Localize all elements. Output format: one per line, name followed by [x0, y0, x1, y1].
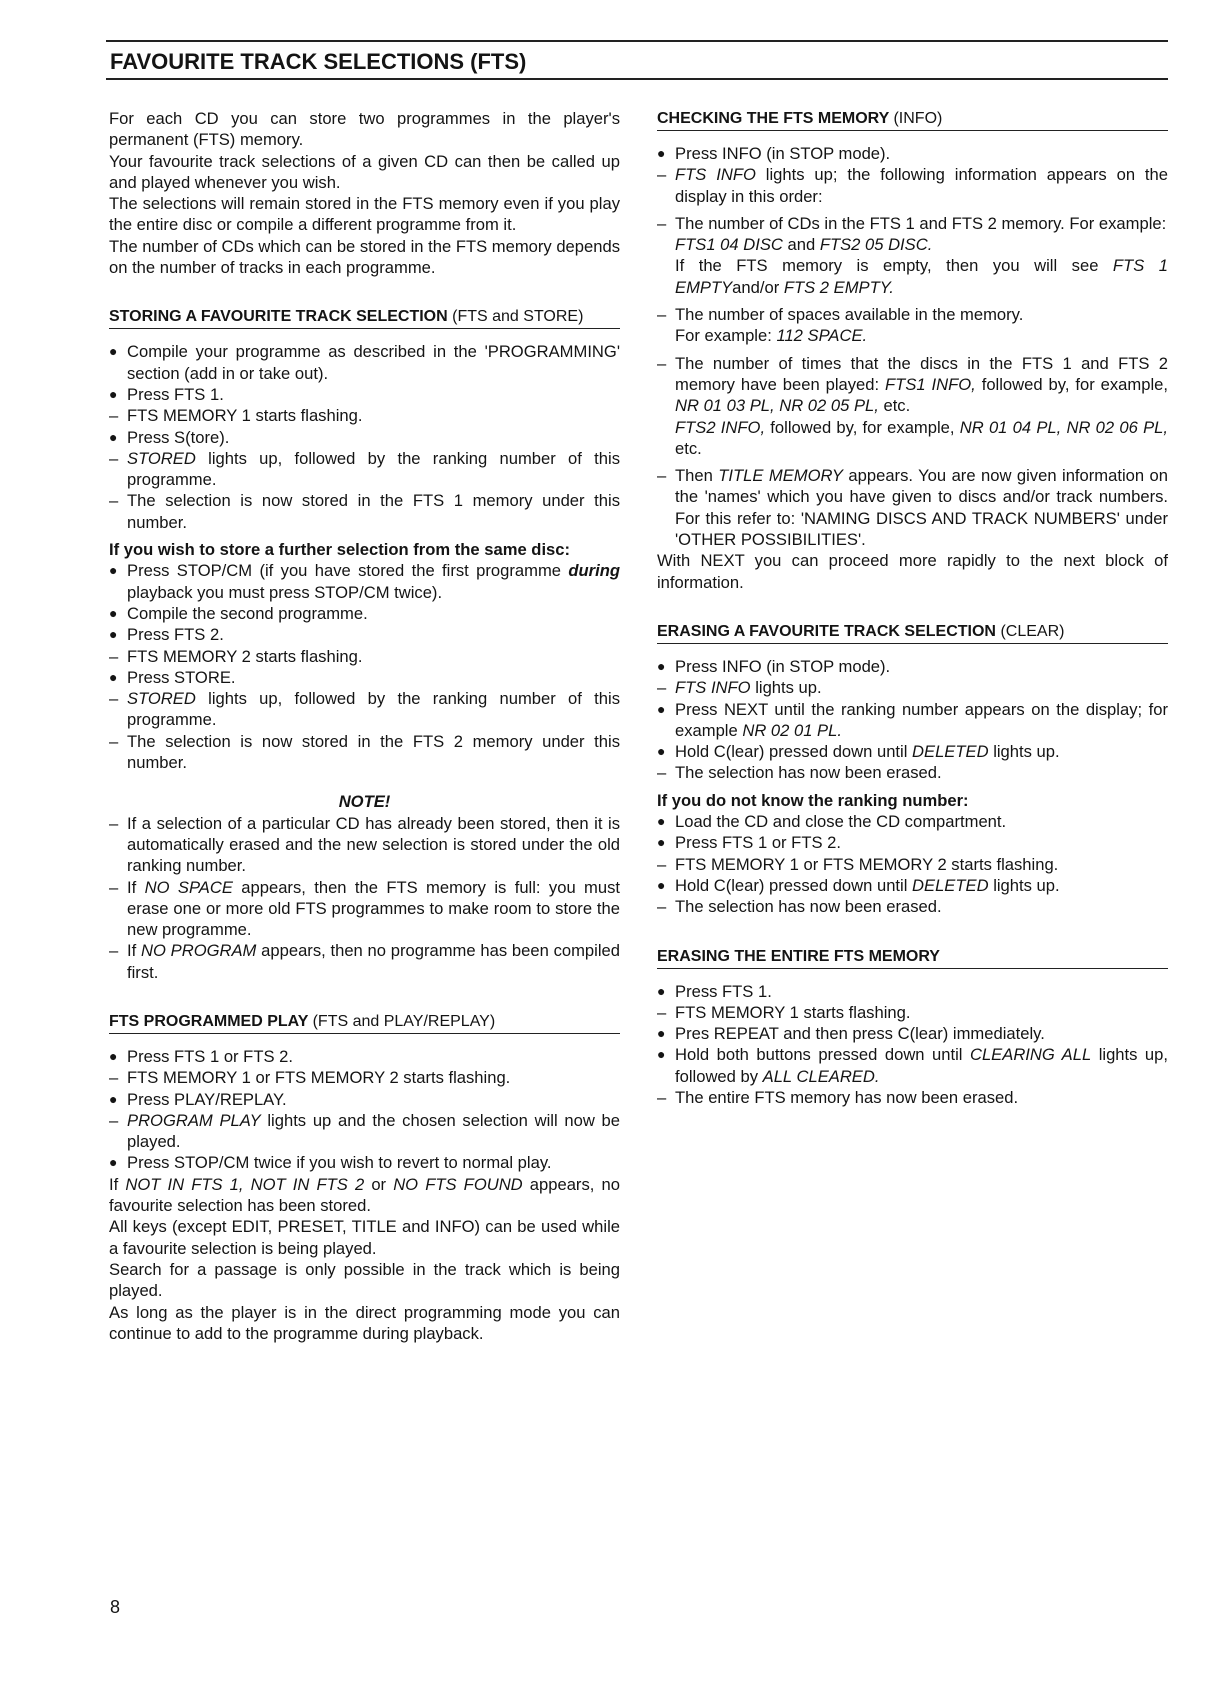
step-text: Compile the second programme.	[127, 603, 368, 623]
step-item	[109, 341, 620, 384]
display-text: FTS INFO	[675, 678, 751, 698]
step-text: lights up.	[750, 678, 822, 698]
step-text: and/or	[732, 277, 784, 297]
step-text: Hold C(lear) pressed down until	[675, 742, 913, 762]
display-text: NO PROGRAM	[140, 941, 257, 961]
step-text: FTS MEMORY 2 starts flashing.	[127, 646, 363, 666]
programmed-play-section	[109, 1011, 620, 1344]
step-item	[109, 448, 620, 491]
step-item	[109, 1152, 620, 1173]
bullet-marker: ●	[109, 562, 118, 579]
bullet-marker: ●	[657, 657, 666, 674]
dash-marker: –	[657, 854, 667, 874]
step-text: lights up.	[988, 742, 1060, 762]
step-item	[109, 731, 620, 774]
bullet-marker: ●	[657, 700, 666, 717]
unknown-ranking-heading: If you do not know the ranking number:	[657, 790, 969, 810]
step-text: Load the CD and close the CD compartment.	[675, 812, 1007, 832]
display-text: FTS 1 EMPTY	[675, 256, 1168, 297]
step-text: The selection has now been erased.	[675, 897, 942, 917]
bullet-marker: ●	[657, 813, 666, 830]
step-text: lights up; the following information appears on the display in this order:	[675, 165, 1168, 206]
step-text: Press STOP/CM twice if you wish to revert to normal play.	[127, 1153, 552, 1173]
step-text: The number of times that the discs in the FTS 1 and FTS 2 memory have been played:	[675, 353, 1168, 394]
step-item	[657, 465, 1168, 550]
dash-marker: –	[657, 213, 667, 233]
erasing-heading	[657, 621, 1168, 644]
bullet-marker: ●	[109, 385, 118, 402]
note-list	[109, 813, 620, 983]
display-text: DELETED	[912, 742, 989, 762]
step-text: lights up, followed by the ranking number of this programme.	[127, 448, 620, 490]
display-text: FTS 2 EMPTY.	[783, 277, 894, 297]
dash-marker: –	[657, 165, 667, 185]
erasing-entire-steps	[657, 981, 1168, 1109]
intro-paragraph: Your favourite track selections of a given CD can then be called up and played whenever you wish.	[109, 151, 620, 192]
step-item	[657, 762, 1168, 783]
bullet-marker: ●	[109, 428, 118, 445]
step-text: lights up, followed by the ranking number of this programme.	[127, 689, 620, 730]
step-item	[657, 981, 1168, 1002]
step-text: The selection is now stored in the FTS 2 memory under this number.	[127, 731, 620, 773]
display-text: FTS INFO	[675, 165, 756, 185]
bullet-marker: ●	[657, 1046, 666, 1063]
display-text: NR 01 04 PL, NR 02 06 PL,	[959, 417, 1168, 437]
step-text: Hold C(lear) pressed down until	[675, 875, 913, 895]
para-text	[244, 1175, 251, 1194]
dash-marker: –	[657, 763, 667, 783]
step-text: Press INFO (in STOP mode).	[675, 656, 891, 676]
display-text: NO SPACE	[144, 877, 233, 897]
step-text: The selection has now been erased.	[675, 763, 942, 783]
display-text: FTS1 INFO,	[885, 374, 976, 394]
note-item	[109, 877, 620, 941]
dash-marker: –	[657, 1002, 667, 1022]
step-item	[657, 164, 1168, 207]
step-item	[109, 603, 620, 624]
bullet-marker: ●	[109, 668, 118, 685]
display-text: 112 SPACE.	[776, 326, 868, 346]
step-text: Press PLAY/REPLAY.	[127, 1089, 287, 1109]
storing-heading-suffix: (FTS and STORE)	[452, 308, 584, 326]
display-text: TITLE MEMORY	[718, 466, 843, 486]
note-text: If a selection of a particular CD has already been stored, then it is automatically erased and the new selection is stored under the old ranking number.	[127, 813, 620, 876]
erasing-section	[657, 621, 1168, 918]
step-item	[657, 304, 1168, 347]
step-text: The selection is now stored in the FTS 1 memory under this number.	[127, 491, 620, 532]
step-item	[109, 405, 620, 426]
step-item	[109, 646, 620, 667]
note-text: appears, then no programme has been compiled first.	[127, 941, 620, 982]
bullet-marker: ●	[657, 1025, 666, 1042]
step-text: The number of CDs in the FTS 1 and FTS 2 memory. For example:	[675, 213, 1167, 233]
erasing-heading-text: ERASING A FAVOURITE TRACK SELECTION	[657, 622, 996, 640]
step-item	[109, 688, 620, 731]
step-item	[109, 624, 620, 645]
dash-marker: –	[657, 305, 667, 325]
dash-marker: –	[109, 689, 119, 709]
bullet-marker: ●	[109, 626, 118, 643]
display-text: STORED	[127, 448, 196, 468]
dash-marker: –	[109, 877, 119, 897]
step-text: Press FTS 1.	[127, 384, 224, 404]
dash-marker: –	[109, 491, 119, 511]
step-text: For example:	[675, 326, 777, 346]
step-text: playback you must press STOP/CM twice).	[127, 582, 443, 602]
bullet-marker: ●	[109, 343, 118, 360]
page-number: 8	[110, 1597, 121, 1617]
programmed-play-heading-suffix: (FTS and PLAY/REPLAY)	[312, 1012, 496, 1030]
step-text: Press NEXT until the ranking number appears on the display; for example	[675, 699, 1168, 740]
storing-section	[109, 306, 620, 983]
dash-marker: –	[109, 813, 119, 833]
step-text: etc.	[878, 396, 911, 416]
display-text: FTS2 05 DISC.	[819, 235, 933, 255]
header-bottom-rule	[106, 78, 1168, 80]
step-item	[657, 811, 1168, 832]
further-steps	[109, 560, 620, 773]
step-item	[657, 741, 1168, 762]
step-text: Press INFO (in STOP mode).	[675, 144, 891, 163]
step-item	[657, 1023, 1168, 1044]
step-text: Then	[675, 466, 719, 486]
storing-steps	[109, 341, 620, 533]
display-text: CLEARING ALL	[969, 1045, 1092, 1065]
step-text: and	[782, 235, 820, 255]
step-item	[109, 1089, 620, 1110]
step-text: Press FTS 1 or FTS 2.	[127, 1046, 293, 1066]
bullet-marker: ●	[657, 834, 666, 851]
dash-marker: –	[109, 448, 119, 468]
step-text: followed by, for example,	[765, 417, 960, 437]
display-text: ALL CLEARED.	[762, 1066, 880, 1086]
note-text: If	[127, 877, 145, 897]
display-text: FTS2 INFO,	[675, 417, 766, 437]
dash-marker: –	[109, 941, 119, 961]
step-text: FTS MEMORY 1 starts flashing.	[675, 1002, 911, 1022]
bullet-marker: ●	[657, 876, 666, 893]
info-paragraph: As long as the player is in the direct programming mode you can continue to add to the programme during playback.	[109, 1302, 620, 1343]
step-item	[657, 656, 1168, 677]
header-top-rule	[106, 40, 1168, 42]
step-text: Hold both buttons pressed down until	[675, 1045, 970, 1065]
right-column	[657, 108, 1168, 1136]
step-text: lights up.	[988, 875, 1060, 895]
step-item	[657, 213, 1168, 298]
next-info-paragraph: With NEXT you can proceed more rapidly to the next block of information.	[657, 551, 1168, 592]
note-item	[109, 940, 620, 983]
step-text: Compile your programme as described in the 'PROGRAMMING' section (add in or take out).	[127, 342, 620, 383]
display-text: NR 02 01 PL.	[742, 720, 842, 740]
bullet-marker: ●	[109, 1047, 118, 1064]
step-item	[109, 560, 620, 603]
erasing-steps	[657, 656, 1168, 784]
step-text: Press FTS 2.	[127, 625, 224, 645]
step-text: The number of spaces available in the memory.	[675, 305, 1024, 325]
dash-marker: –	[109, 646, 119, 666]
step-text: Press STORE.	[127, 667, 236, 687]
info-paragraph: Search for a passage is only possible in the track which is being played.	[109, 1259, 620, 1301]
intro-section	[109, 108, 620, 278]
step-text: Pres REPEAT and then press C(lear) immediately.	[675, 1024, 1045, 1044]
step-item	[657, 1087, 1168, 1108]
dash-marker: –	[657, 1087, 667, 1107]
display-text: STORED	[127, 689, 196, 709]
step-item	[657, 875, 1168, 896]
dash-marker: –	[109, 406, 119, 426]
checking-section	[657, 108, 1168, 593]
step-text: followed by, for example,	[975, 374, 1168, 394]
step-text: Press FTS 1.	[675, 981, 772, 1001]
note-text: If	[127, 941, 141, 961]
intro-paragraph: The selections will remain stored in the FTS memory even if you play the entire disc or compile a different programme from it.	[109, 194, 620, 235]
unknown-ranking-steps	[657, 811, 1168, 917]
para-text: appears, no favourite selection has been stored.	[109, 1174, 620, 1216]
display-text: NR 01 03 PL, NR 02 05 PL,	[675, 396, 879, 416]
bullet-marker: ●	[109, 604, 118, 621]
info-paragraph: All keys (except EDIT, PRESET, TITLE and INFO) can be used while a favourite selection is being played.	[109, 1217, 620, 1258]
display-text: PROGRAM PLAY	[127, 1110, 261, 1130]
para-text: If	[109, 1174, 126, 1194]
intro-paragraph: The number of CDs which can be stored in the FTS memory depends on the number of tracks in each programme.	[109, 236, 620, 278]
step-item	[657, 896, 1168, 917]
dash-marker: –	[109, 1068, 119, 1088]
display-text: DELETED	[912, 875, 989, 895]
note-item	[109, 813, 620, 877]
dash-marker: –	[109, 1110, 119, 1130]
step-item	[657, 699, 1168, 742]
step-item	[657, 832, 1168, 853]
display-text: NO FTS FOUND	[393, 1174, 523, 1194]
step-item	[109, 490, 620, 533]
step-text: Press S(tore).	[127, 427, 230, 447]
step-text: appears. You are now given information on the 'names' which you have given to discs and/or track numbers. For this refer to: 'NAMING DISCS AND TRACK NUMBERS' under 'OTHER POSSIBILITIES'.	[675, 466, 1169, 550]
step-text: FTS MEMORY 1 starts flashing.	[127, 406, 363, 426]
checking-steps	[657, 143, 1168, 550]
no-selection-paragraph	[109, 1174, 620, 1217]
step-text: lights up, followed by	[675, 1045, 1168, 1086]
step-item	[109, 427, 620, 448]
step-item	[109, 1046, 620, 1067]
step-item	[109, 667, 620, 688]
bullet-marker: ●	[109, 1154, 118, 1171]
display-text: NOT IN FTS 1,	[125, 1174, 244, 1194]
storing-heading-text: STORING A FAVOURITE TRACK SELECTION	[109, 308, 448, 326]
display-text: NOT IN FTS 2	[250, 1174, 365, 1194]
erasing-entire-section	[657, 946, 1168, 1109]
note-text: appears, then the FTS memory is full: you must erase one or more old FTS programmes to make room to store the new programme.	[127, 877, 621, 940]
checking-heading-suffix: (INFO)	[893, 110, 943, 127]
step-text: If the FTS memory is empty, then you will see	[675, 256, 1113, 276]
display-text: FTS1 04 DISC	[675, 235, 783, 255]
bullet-marker: ●	[657, 982, 666, 999]
step-item	[657, 353, 1168, 459]
checking-heading	[657, 108, 1168, 131]
bullet-marker: ●	[109, 1090, 118, 1107]
step-item	[657, 1002, 1168, 1023]
erasing-heading-suffix: (CLEAR)	[1000, 622, 1065, 640]
dash-marker: –	[657, 466, 667, 486]
programmed-play-heading-text: FTS PROGRAMMED PLAY	[109, 1012, 309, 1030]
dash-marker: –	[657, 353, 667, 373]
bullet-marker: ●	[657, 743, 666, 760]
step-text: The entire FTS memory has now been erased.	[675, 1087, 1019, 1107]
step-item	[657, 143, 1168, 164]
para-text: or	[364, 1174, 394, 1194]
intro-paragraph: For each CD you can store two programmes in the player's permanent (FTS) memory.	[109, 109, 620, 150]
step-text: lights up and the chosen selection will now be played.	[127, 1110, 620, 1152]
emphasis-text: during	[568, 561, 620, 581]
note-heading: NOTE!	[338, 792, 391, 812]
dash-marker: –	[657, 897, 667, 917]
left-column	[109, 108, 620, 1372]
programmed-play-heading	[109, 1011, 620, 1034]
further-selection-heading: If you wish to store a further selection from the same disc:	[109, 540, 571, 560]
step-item	[657, 854, 1168, 875]
step-text: Press FTS 1 or FTS 2.	[675, 833, 841, 853]
erasing-entire-heading: ERASING THE ENTIRE FTS MEMORY	[657, 946, 1168, 969]
checking-heading-text: CHECKING THE FTS MEMORY	[657, 110, 890, 127]
step-text: Press STOP/CM (if you have stored the first programme	[127, 561, 569, 581]
dash-marker: –	[109, 731, 119, 751]
step-text: etc.	[675, 438, 702, 458]
step-item	[657, 1044, 1168, 1087]
page-title: FAVOURITE TRACK SELECTIONS (FTS)	[110, 49, 527, 74]
bullet-marker: ●	[657, 145, 666, 161]
step-item	[109, 1110, 620, 1153]
step-item	[657, 677, 1168, 698]
dash-marker: –	[657, 678, 667, 698]
step-item	[109, 384, 620, 405]
step-text: FTS MEMORY 1 or FTS MEMORY 2 starts flashing.	[675, 854, 1059, 874]
storing-heading	[109, 306, 620, 329]
programmed-play-steps	[109, 1046, 620, 1174]
step-text: FTS MEMORY 1 or FTS MEMORY 2 starts flashing.	[127, 1068, 511, 1088]
step-item	[109, 1067, 620, 1088]
page-header	[106, 40, 1168, 80]
